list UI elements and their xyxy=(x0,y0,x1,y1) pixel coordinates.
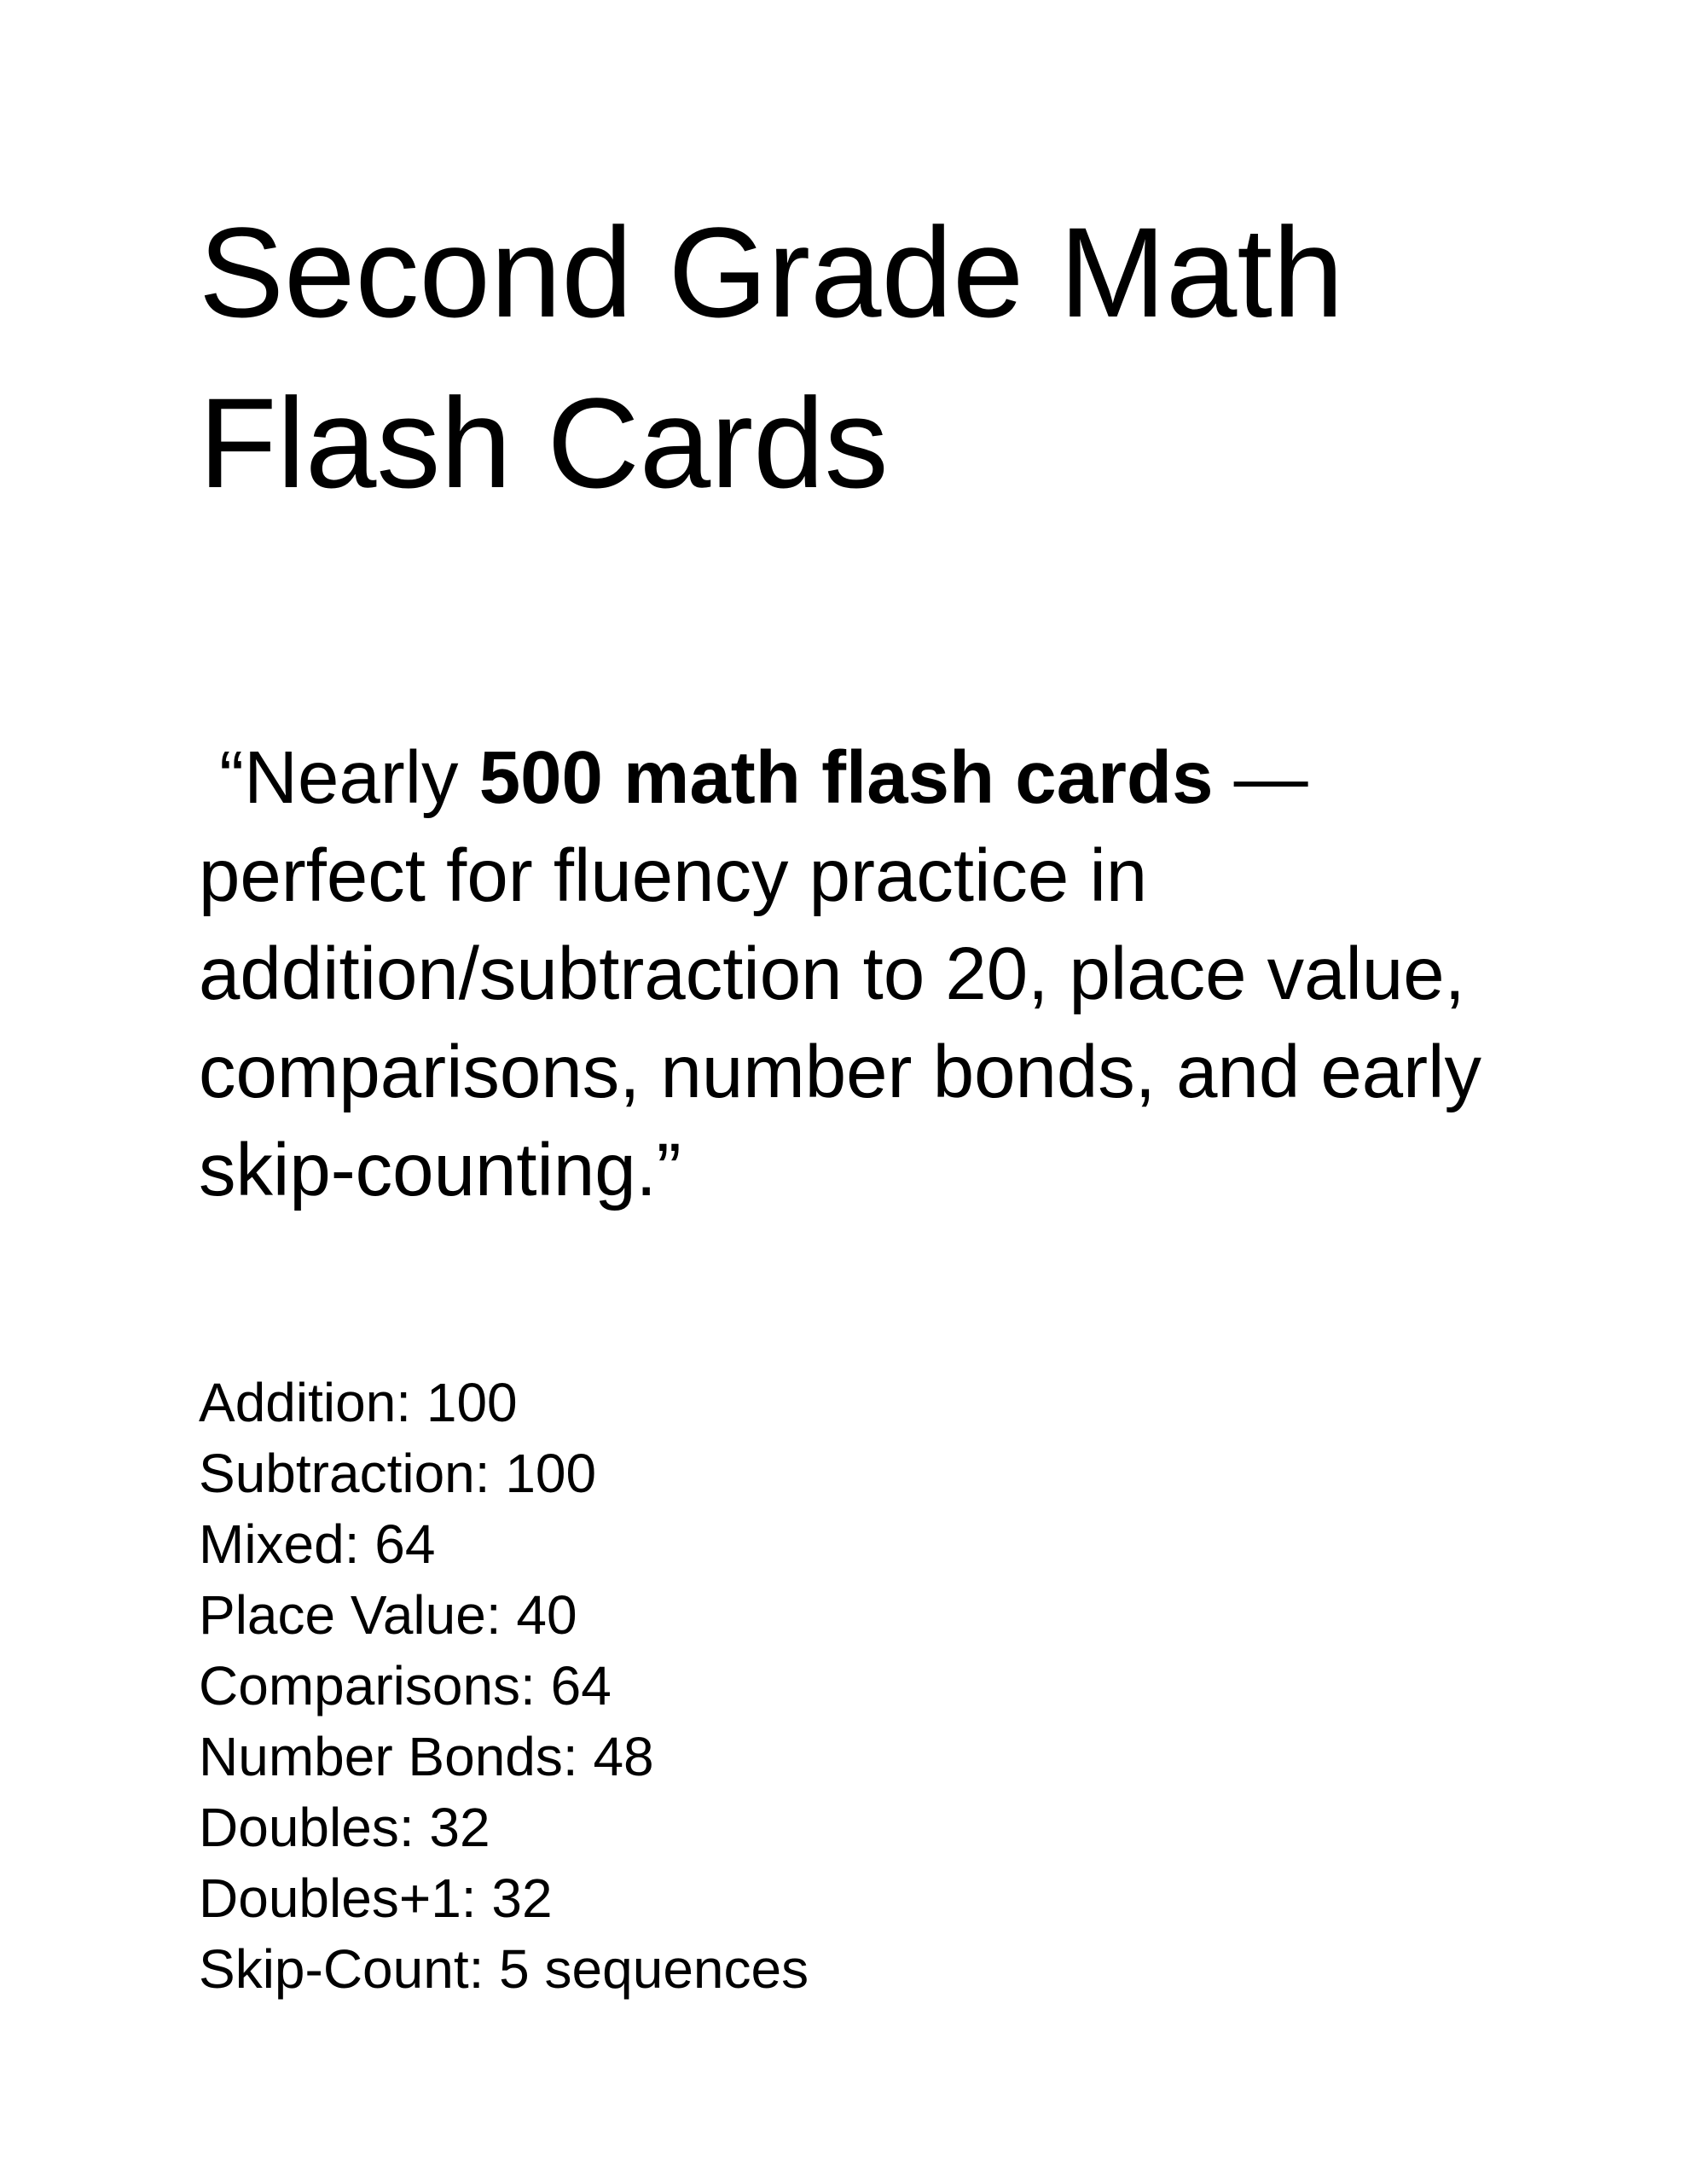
document-title: Second Grade Math Flash Cards xyxy=(199,200,1344,514)
count-line-mixed: Mixed: 64 xyxy=(199,1513,436,1575)
quote-tail-text: — perfect for fluency practice in addition/subtraction to 20, place value, comparisons, number bonds, and early skip-counting.” xyxy=(199,736,1503,1211)
quote-lead-text: “Nearly xyxy=(199,736,479,819)
count-line-skip-count: Skip-Count: 5 sequences xyxy=(199,1938,809,2000)
quote-bold-text: 500 math flash cards xyxy=(478,736,1214,819)
count-line-comparisons: Comparisons: 64 xyxy=(199,1655,612,1716)
count-line-place-value: Place Value: 40 xyxy=(199,1584,577,1646)
count-line-subtraction: Subtraction: 100 xyxy=(199,1443,597,1504)
count-line-addition: Addition: 100 xyxy=(199,1372,518,1433)
count-line-doubles: Doubles: 32 xyxy=(199,1797,490,1858)
count-line-doubles-plus-1: Doubles+1: 32 xyxy=(199,1867,553,1929)
quote-paragraph xyxy=(199,729,1503,1219)
count-line-number-bonds: Number Bonds: 48 xyxy=(199,1726,654,1787)
counts-list xyxy=(199,1368,1488,2005)
